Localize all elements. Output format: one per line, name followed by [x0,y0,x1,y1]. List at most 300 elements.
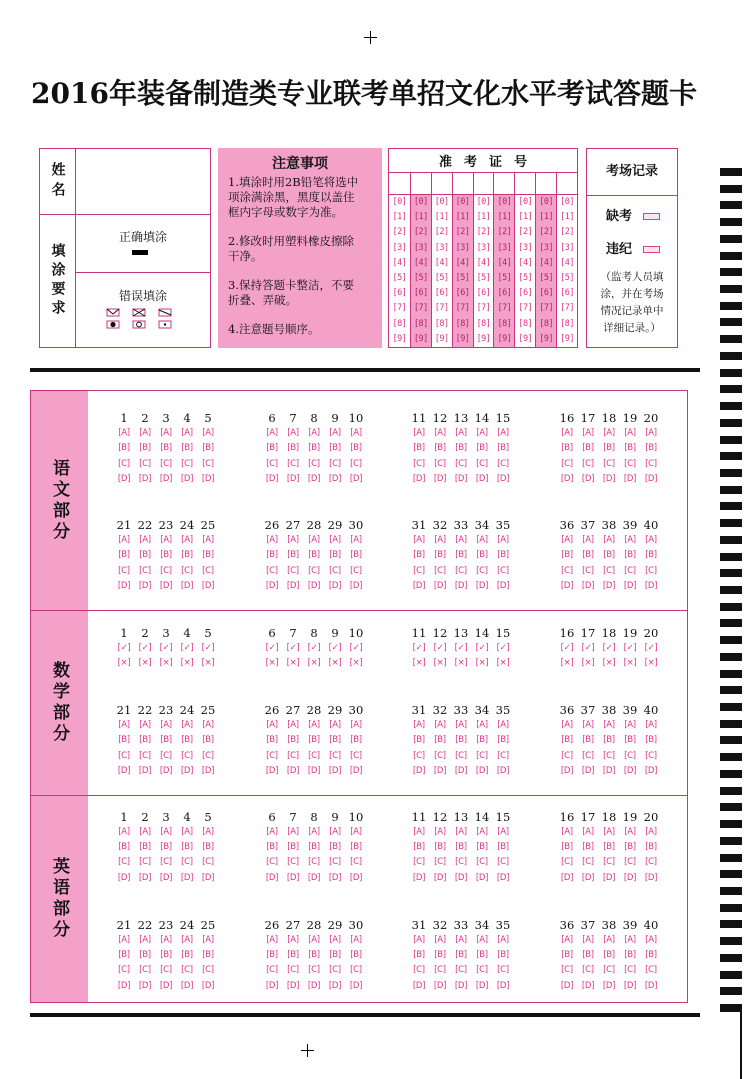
answer-bubble[interactable]: [C] [603,965,615,975]
exam-id-digit-bubble[interactable]: [1] [494,210,514,225]
answer-bubble[interactable]: [D] [328,873,342,883]
answer-bubble[interactable]: [D] [201,766,215,776]
exam-id-digit-bubble[interactable]: [1] [476,212,491,223]
answer-bubble[interactable]: [✓] [159,643,173,653]
answer-bubble[interactable]: [B] [476,842,488,852]
answer-bubble[interactable]: [C] [497,965,509,975]
answer-bubble[interactable]: [B] [329,842,341,852]
answer-bubble[interactable]: [A] [308,720,320,730]
answer-bubble[interactable]: [B] [266,443,278,453]
answer-bubble[interactable]: [D] [117,766,131,776]
answer-bubble[interactable]: [C] [308,965,320,975]
exam-id-digit-bubble[interactable]: [9] [560,333,574,344]
answer-bubble[interactable]: [D] [623,766,637,776]
exam-id-digit-bubble[interactable]: [7] [560,303,574,314]
answer-bubble[interactable]: [D] [328,581,342,591]
answer-bubble[interactable]: [A] [497,827,509,837]
answer-bubble[interactable]: [D] [412,981,426,991]
answer-bubble[interactable]: [C] [181,459,193,469]
answer-bubble[interactable]: [B] [160,550,172,560]
answer-bubble[interactable]: [✓] [433,643,447,653]
exam-id-digit-bubble[interactable]: [3] [476,242,491,253]
answer-bubble[interactable]: [A] [561,935,573,945]
exam-id-digit-bubble[interactable]: [4] [560,257,574,268]
answer-bubble[interactable]: [✓] [138,643,152,653]
answer-bubble[interactable]: [D] [644,581,658,591]
answer-bubble[interactable]: [C] [434,857,446,867]
answer-bubble[interactable]: [D] [328,474,342,484]
answer-bubble[interactable]: [B] [350,443,362,453]
answer-bubble[interactable]: [✓] [265,643,279,653]
answer-bubble[interactable]: [×] [412,658,426,668]
exam-id-write-cell[interactable] [515,173,535,195]
answer-bubble[interactable]: [C] [455,459,467,469]
answer-bubble[interactable]: [D] [581,766,595,776]
answer-bubble[interactable]: [B] [497,842,509,852]
answer-bubble[interactable]: [B] [329,550,341,560]
answer-bubble[interactable]: [A] [624,935,636,945]
answer-bubble[interactable]: [A] [287,935,299,945]
answer-bubble[interactable]: [×] [138,658,152,668]
answer-bubble[interactable]: [D] [265,766,279,776]
exam-id-write-cell[interactable] [389,173,410,195]
answer-bubble[interactable]: [B] [434,842,446,852]
exam-id-digit-bubble[interactable]: [3] [453,241,473,256]
exam-id-digit-bubble[interactable]: [5] [518,272,533,283]
exam-id-digit-bubble[interactable]: [1] [392,212,407,223]
exam-id-digit-bubble[interactable]: [5] [536,271,556,286]
answer-bubble[interactable]: [A] [561,535,573,545]
answer-bubble[interactable]: [C] [160,566,172,576]
answer-bubble[interactable]: [✓] [496,643,510,653]
answer-bubble[interactable]: [C] [287,751,299,761]
answer-bubble[interactable]: [C] [308,459,320,469]
answer-bubble[interactable]: [B] [329,735,341,745]
answer-bubble[interactable]: [✓] [117,643,131,653]
answer-bubble[interactable]: [C] [413,751,425,761]
exam-id-digit-bubble[interactable]: [7] [536,301,556,316]
answer-bubble[interactable]: [A] [497,720,509,730]
answer-bubble[interactable]: [×] [180,658,194,668]
answer-bubble[interactable]: [D] [307,474,321,484]
answer-bubble[interactable]: [B] [497,735,509,745]
answer-bubble[interactable]: [B] [266,842,278,852]
answer-bubble[interactable]: [C] [434,751,446,761]
exam-id-digit-bubble[interactable]: [3] [494,241,514,256]
answer-bubble[interactable]: [D] [307,873,321,883]
answer-bubble[interactable]: [D] [159,873,173,883]
answer-bubble[interactable]: [C] [181,857,193,867]
answer-bubble[interactable]: [A] [624,827,636,837]
answer-bubble[interactable]: [C] [266,459,278,469]
answer-bubble[interactable]: [B] [308,443,320,453]
answer-bubble[interactable]: [A] [476,935,488,945]
answer-bubble[interactable]: [✓] [475,643,489,653]
answer-bubble[interactable]: [B] [434,735,446,745]
answer-bubble[interactable]: [B] [181,842,193,852]
exam-id-digit-bubble[interactable]: [7] [411,301,431,316]
exam-id-digit-bubble[interactable]: [8] [392,318,407,329]
exam-id-write-cell[interactable] [411,173,431,195]
answer-bubble[interactable]: [C] [350,459,362,469]
answer-bubble[interactable]: [A] [582,827,594,837]
answer-bubble[interactable]: [A] [603,935,615,945]
answer-bubble[interactable]: [×] [201,658,215,668]
answer-bubble[interactable]: [B] [413,950,425,960]
answer-bubble[interactable]: [✓] [581,643,595,653]
answer-bubble[interactable]: [D] [349,581,363,591]
answer-bubble[interactable]: [C] [603,459,615,469]
answer-bubble[interactable]: [×] [581,658,595,668]
answer-bubble[interactable]: [A] [497,428,509,438]
answer-bubble[interactable]: [C] [455,965,467,975]
answer-bubble[interactable]: [A] [497,535,509,545]
answer-bubble[interactable]: [C] [118,459,130,469]
exam-id-write-cell[interactable] [453,173,473,195]
answer-bubble[interactable]: [C] [497,857,509,867]
answer-bubble[interactable]: [B] [645,550,657,560]
answer-bubble[interactable]: [C] [603,751,615,761]
answer-bubble[interactable]: [C] [287,566,299,576]
answer-bubble[interactable]: [C] [287,459,299,469]
answer-bubble[interactable]: [B] [497,443,509,453]
answer-bubble[interactable]: [D] [602,873,616,883]
answer-bubble[interactable]: [B] [308,842,320,852]
answer-bubble[interactable]: [B] [645,735,657,745]
exam-id-digit-bubble[interactable]: [9] [453,332,473,347]
answer-bubble[interactable]: [A] [266,535,278,545]
answer-bubble[interactable]: [B] [350,550,362,560]
answer-bubble[interactable]: [D] [581,581,595,591]
answer-bubble[interactable]: [C] [476,459,488,469]
answer-bubble[interactable]: [B] [582,735,594,745]
exam-id-digit-bubble[interactable]: [0] [518,197,533,207]
answer-bubble[interactable]: [B] [476,735,488,745]
answer-bubble[interactable]: [C] [350,751,362,761]
exam-id-digit-bubble[interactable]: [4] [536,256,556,271]
answer-bubble[interactable]: [×] [496,658,510,668]
answer-bubble[interactable]: [B] [181,443,193,453]
exam-id-digit-bubble[interactable]: [7] [392,303,407,314]
answer-bubble[interactable]: [B] [582,950,594,960]
answer-bubble[interactable]: [A] [308,428,320,438]
answer-bubble[interactable]: [D] [602,474,616,484]
answer-bubble[interactable]: [B] [160,842,172,852]
answer-bubble[interactable]: [×] [349,658,363,668]
answer-bubble[interactable]: [C] [624,965,636,975]
exam-id-digit-bubble[interactable]: [9] [392,333,407,344]
exam-id-write-cell[interactable] [557,173,577,195]
exam-id-digit-bubble[interactable]: [5] [560,272,574,283]
answer-bubble[interactable]: [D] [180,981,194,991]
exam-id-digit-bubble[interactable]: [2] [392,227,407,238]
answer-bubble[interactable]: [D] [159,474,173,484]
answer-bubble[interactable]: [D] [117,981,131,991]
answer-bubble[interactable]: [×] [454,658,468,668]
exam-id-digit-bubble[interactable]: [3] [560,242,574,253]
answer-bubble[interactable]: [C] [624,751,636,761]
answer-bubble[interactable]: [A] [476,535,488,545]
answer-bubble[interactable]: [D] [433,474,447,484]
answer-bubble[interactable]: [B] [645,842,657,852]
answer-bubble[interactable]: [D] [201,981,215,991]
exam-id-write-cell[interactable] [432,173,452,195]
answer-bubble[interactable]: [A] [645,720,657,730]
answer-bubble[interactable]: [D] [201,873,215,883]
answer-bubble[interactable]: [D] [623,474,637,484]
answer-bubble[interactable]: [✓] [328,643,342,653]
answer-bubble[interactable]: [C] [160,965,172,975]
answer-bubble[interactable]: [A] [139,827,151,837]
answer-bubble[interactable]: [A] [181,720,193,730]
answer-bubble[interactable]: [A] [329,428,341,438]
answer-bubble[interactable]: [B] [413,842,425,852]
answer-bubble[interactable]: [B] [455,735,467,745]
answer-bubble[interactable]: [×] [117,658,131,668]
exam-id-digit-bubble[interactable]: [5] [434,272,449,283]
exam-id-digit-bubble[interactable]: [9] [411,332,431,347]
answer-bubble[interactable]: [D] [475,474,489,484]
answer-bubble[interactable]: [C] [139,965,151,975]
exam-id-digit-bubble[interactable]: [1] [411,210,431,225]
answer-bubble[interactable]: [C] [561,751,573,761]
answer-bubble[interactable]: [C] [645,857,657,867]
answer-bubble[interactable]: [B] [624,550,636,560]
answer-bubble[interactable]: [D] [349,474,363,484]
answer-bubble[interactable]: [C] [645,459,657,469]
answer-bubble[interactable]: [C] [329,459,341,469]
exam-id-write-cell[interactable] [494,173,514,195]
answer-bubble[interactable]: [D] [307,981,321,991]
answer-bubble[interactable]: [B] [266,550,278,560]
answer-bubble[interactable]: [✓] [307,643,321,653]
answer-bubble[interactable]: [A] [455,935,467,945]
answer-bubble[interactable]: [×] [286,658,300,668]
answer-bubble[interactable]: [A] [413,428,425,438]
exam-id-write-cell[interactable] [536,173,556,195]
answer-bubble[interactable]: [D] [602,981,616,991]
answer-bubble[interactable]: [C] [350,857,362,867]
answer-bubble[interactable]: [D] [307,581,321,591]
answer-bubble[interactable]: [B] [350,950,362,960]
answer-bubble[interactable]: [D] [644,766,658,776]
answer-bubble[interactable]: [D] [475,766,489,776]
answer-bubble[interactable]: [C] [582,965,594,975]
answer-bubble[interactable]: [B] [645,443,657,453]
answer-bubble[interactable]: [D] [201,474,215,484]
answer-bubble[interactable]: [C] [561,459,573,469]
exam-id-digit-bubble[interactable]: [0] [536,195,556,210]
answer-bubble[interactable]: [C] [582,566,594,576]
answer-bubble[interactable]: [D] [117,873,131,883]
answer-bubble[interactable]: [C] [497,751,509,761]
exam-id-digit-bubble[interactable]: [2] [560,227,574,238]
answer-bubble[interactable]: [A] [160,720,172,730]
exam-id-digit-bubble[interactable]: [1] [536,210,556,225]
answer-bubble[interactable]: [D] [623,873,637,883]
answer-bubble[interactable]: [D] [349,766,363,776]
answer-bubble[interactable]: [B] [308,735,320,745]
answer-bubble[interactable]: [B] [434,950,446,960]
answer-bubble[interactable]: [C] [139,857,151,867]
answer-bubble[interactable]: [C] [413,459,425,469]
exam-id-digit-bubble[interactable]: [0] [560,197,574,207]
exam-id-digit-bubble[interactable]: [4] [453,256,473,271]
answer-bubble[interactable]: [D] [581,981,595,991]
answer-bubble[interactable]: [B] [181,550,193,560]
answer-bubble[interactable]: [×] [623,658,637,668]
answer-bubble[interactable]: [A] [434,720,446,730]
answer-bubble[interactable]: [×] [433,658,447,668]
answer-bubble[interactable]: [C] [308,857,320,867]
exam-id-digit-bubble[interactable]: [3] [392,242,407,253]
answer-bubble[interactable]: [A] [561,720,573,730]
answer-bubble[interactable]: [D] [644,873,658,883]
answer-bubble[interactable]: [×] [602,658,616,668]
answer-bubble[interactable]: [C] [202,566,214,576]
answer-bubble[interactable]: [C] [118,751,130,761]
exam-id-digit-bubble[interactable]: [8] [476,318,491,329]
answer-bubble[interactable]: [B] [497,550,509,560]
exam-id-digit-bubble[interactable]: [7] [476,303,491,314]
exam-id-digit-bubble[interactable]: [6] [392,288,407,299]
answer-bubble[interactable]: [B] [202,550,214,560]
answer-bubble[interactable]: [×] [328,658,342,668]
exam-id-digit-bubble[interactable]: [2] [476,227,491,238]
answer-bubble[interactable]: [C] [139,566,151,576]
answer-bubble[interactable]: [B] [202,842,214,852]
answer-bubble[interactable]: [C] [329,965,341,975]
answer-bubble[interactable]: [A] [181,428,193,438]
answer-bubble[interactable]: [A] [434,827,446,837]
answer-bubble[interactable]: [D] [454,873,468,883]
answer-bubble[interactable]: [B] [139,950,151,960]
exam-id-digit-bubble[interactable]: [8] [411,317,431,332]
answer-bubble[interactable]: [A] [266,827,278,837]
answer-bubble[interactable]: [×] [560,658,574,668]
exam-id-digit-bubble[interactable]: [4] [434,257,449,268]
answer-bubble[interactable]: [A] [202,720,214,730]
answer-bubble[interactable]: [C] [308,566,320,576]
answer-bubble[interactable]: [C] [287,965,299,975]
answer-bubble[interactable]: [A] [308,535,320,545]
answer-bubble[interactable]: [B] [455,443,467,453]
answer-bubble[interactable]: [B] [561,735,573,745]
exam-id-digit-bubble[interactable]: [2] [536,225,556,240]
answer-bubble[interactable]: [D] [602,766,616,776]
answer-bubble[interactable]: [B] [413,443,425,453]
answer-bubble[interactable]: [C] [561,857,573,867]
answer-bubble[interactable]: [D] [328,766,342,776]
answer-bubble[interactable]: [D] [159,581,173,591]
exam-id-digit-bubble[interactable]: [5] [494,271,514,286]
answer-bubble[interactable]: [C] [561,566,573,576]
exam-id-digit-bubble[interactable]: [4] [392,257,407,268]
answer-bubble[interactable]: [D] [581,873,595,883]
answer-bubble[interactable]: [B] [434,443,446,453]
answer-bubble[interactable]: [D] [623,981,637,991]
answer-bubble[interactable]: [A] [455,720,467,730]
answer-bubble[interactable]: [B] [413,550,425,560]
answer-bubble[interactable]: [B] [287,443,299,453]
answer-bubble[interactable]: [B] [350,842,362,852]
answer-bubble[interactable]: [D] [286,581,300,591]
answer-bubble[interactable]: [D] [138,873,152,883]
name-field[interactable] [76,149,210,214]
answer-bubble[interactable]: [B] [139,735,151,745]
answer-bubble[interactable]: [D] [265,474,279,484]
answer-bubble[interactable]: [A] [160,535,172,545]
answer-bubble[interactable]: [A] [350,428,362,438]
exam-id-digit-bubble[interactable]: [6] [476,288,491,299]
exam-id-digit-bubble[interactable]: [5] [392,272,407,283]
answer-bubble[interactable]: [A] [582,720,594,730]
answer-bubble[interactable]: [D] [454,766,468,776]
exam-id-digit-bubble[interactable]: [7] [518,303,533,314]
answer-bubble[interactable]: [B] [160,950,172,960]
answer-bubble[interactable]: [C] [645,751,657,761]
answer-bubble[interactable]: [C] [582,751,594,761]
answer-bubble[interactable]: [×] [475,658,489,668]
exam-id-digit-bubble[interactable]: [7] [434,303,449,314]
answer-bubble[interactable]: [B] [202,735,214,745]
answer-bubble[interactable]: [C] [266,857,278,867]
answer-bubble[interactable]: [B] [582,550,594,560]
answer-bubble[interactable]: [D] [496,981,510,991]
answer-bubble[interactable]: [D] [602,581,616,591]
answer-bubble[interactable]: [D] [454,981,468,991]
exam-id-digit-bubble[interactable]: [8] [453,317,473,332]
exam-id-digit-bubble[interactable]: [1] [434,212,449,223]
answer-bubble[interactable]: [B] [603,735,615,745]
answer-bubble[interactable]: [C] [624,857,636,867]
answer-bubble[interactable]: [C] [181,965,193,975]
answer-bubble[interactable]: [A] [476,720,488,730]
answer-bubble[interactable]: [B] [561,443,573,453]
exam-id-digit-bubble[interactable]: [5] [453,271,473,286]
answer-bubble[interactable]: [A] [202,827,214,837]
answer-bubble[interactable]: [B] [118,735,130,745]
answer-bubble[interactable]: [C] [476,857,488,867]
answer-bubble[interactable]: [B] [329,950,341,960]
answer-bubble[interactable]: [C] [582,459,594,469]
answer-bubble[interactable]: [B] [582,842,594,852]
answer-bubble[interactable]: [D] [180,766,194,776]
answer-bubble[interactable]: [D] [328,981,342,991]
answer-bubble[interactable]: [C] [645,965,657,975]
answer-bubble[interactable]: [D] [138,581,152,591]
answer-bubble[interactable]: [B] [476,950,488,960]
answer-bubble[interactable]: [B] [561,950,573,960]
answer-bubble[interactable]: [C] [455,857,467,867]
answer-bubble[interactable]: [A] [350,720,362,730]
answer-bubble[interactable]: [C] [266,965,278,975]
exam-id-digit-bubble[interactable]: [6] [453,286,473,301]
answer-bubble[interactable]: [A] [476,827,488,837]
exam-id-digit-bubble[interactable]: [6] [536,286,556,301]
answer-bubble[interactable]: [C] [266,751,278,761]
exam-id-digit-bubble[interactable]: [3] [434,242,449,253]
answer-bubble[interactable]: [B] [160,735,172,745]
answer-bubble[interactable]: [B] [645,950,657,960]
answer-bubble[interactable]: [A] [287,720,299,730]
answer-bubble[interactable]: [A] [413,827,425,837]
answer-bubble[interactable]: [D] [349,873,363,883]
answer-bubble[interactable]: [D] [412,581,426,591]
exam-id-digit-bubble[interactable]: [8] [494,317,514,332]
answer-bubble[interactable]: [D] [496,873,510,883]
exam-id-digit-bubble[interactable]: [4] [476,257,491,268]
